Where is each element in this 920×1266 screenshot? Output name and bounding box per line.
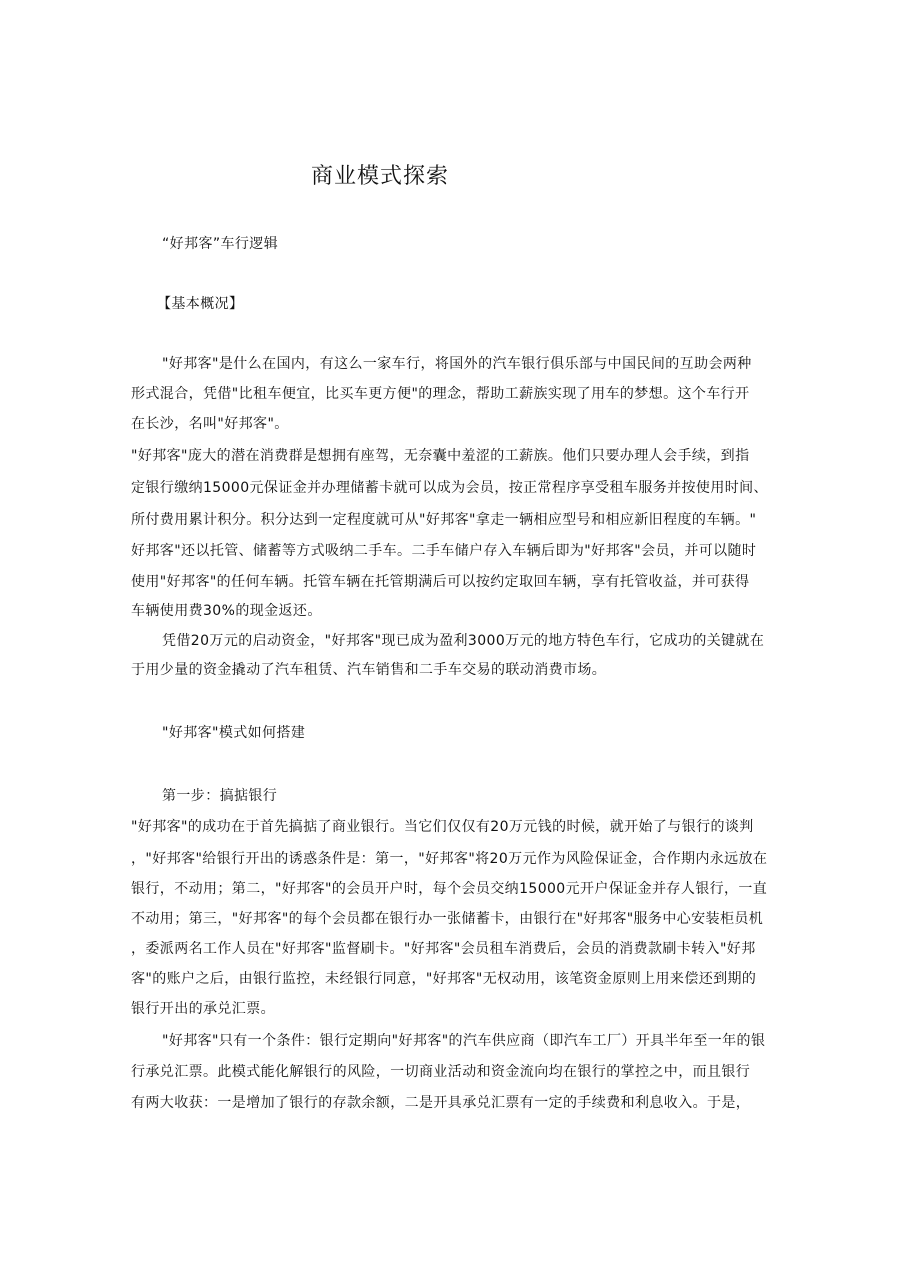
paragraph-line: 行承兑汇票。此模式能化解银行的风险，一切商业活动和资金流向均在银行的掌控之中，而且银行 bbox=[131, 1064, 751, 1080]
subtitle: “好邦客”车行逻辑 bbox=[162, 236, 279, 252]
page-title: 商业模式探索 bbox=[310, 164, 449, 189]
paragraph-line: 于用少量的资金撬动了汽车租赁、汽车销售和二手车交易的联动消费市场。 bbox=[131, 662, 607, 678]
paragraph-line: 凭借20万元的启动资金，"好邦客"现已成为盈利3000万元的地方特色车行，它成功的关键就在 bbox=[162, 633, 765, 649]
paragraph-line: 定银行缴纳15000元保证金并办理储蓄卡就可以成为会员，按正常程序享受租车服务并按使用时间、 bbox=[131, 480, 768, 496]
paragraph-line: ，"好邦客"给银行开出的诱惑条件是：第一，"好邦客"将20万元作为风险保证金，合作期内永远放在 bbox=[131, 851, 768, 867]
paragraph-line: 所付费用累计积分。积分达到一定程度就可从"好邦客"拿走一辆相应型号和相应新旧程度的车辆。" bbox=[131, 512, 757, 528]
paragraph-line: 客"的账户之后，由银行监控，未经银行同意，"好邦客"无权动用，该笔资金原则上用来偿还到期的 bbox=[131, 971, 757, 987]
paragraph-line: "好邦客"庞大的潜在消费群是想拥有座驾，无奈囊中羞涩的工薪族。他们只要办理人会手续，到指 bbox=[131, 448, 750, 464]
paragraph-line: 银行，不动用；第二，"好邦客"的会员开户时，每个会员交纳15000元开户保证金并存人银行，一直 bbox=[131, 881, 768, 897]
paragraph-line: 有两大收获：一是增加了银行的存款余额，二是开具承兑汇票有一定的手续费和利息收入。于是， bbox=[131, 1095, 751, 1111]
section-heading-basic: 【基本概况】 bbox=[157, 296, 244, 312]
paragraph-line: 车辆使用费30%的现金返还。 bbox=[131, 603, 322, 619]
paragraph-line: "好邦客"是什么在国内，有这么一家车行，将国外的汽车银行俱乐部与中国民间的互助会两种 bbox=[162, 356, 752, 372]
paragraph-line: 使用"好邦客"的任何车辆。托管车辆在托管期满后可以按约定取回车辆，享有托管收益，并可获得 bbox=[131, 574, 750, 590]
step-heading: 第一步：搞掂银行 bbox=[162, 788, 278, 804]
paragraph-line: 好邦客"还以托管、储蓄等方式吸纳二手车。二手车储户存入车辆后即为"好邦客"会员，并可以随时 bbox=[131, 543, 757, 559]
paragraph-line: "好邦客"只有一个条件：银行定期向"好邦客"的汽车供应商（即汽车工厂）开具半年至一年的银 bbox=[162, 1033, 766, 1049]
paragraph-line: ，委派两名工作人员在"好邦客"监督刷卡。"好邦客"会员租车消费后，会员的消费款刷卡转入"好邦 bbox=[131, 941, 756, 957]
paragraph-line: "好邦客"的成功在于首先搞掂了商业银行。当它们仅仅有20万元钱的时候，就开始了与银行的谈判 bbox=[131, 819, 754, 835]
paragraph-line: 形式混合，凭借"比租车便宜，比买车更方便"的理念，帮助工薪族实现了用车的梦想。这个车行开 bbox=[131, 386, 750, 402]
paragraph-line: 银行开出的承兑汇票。 bbox=[131, 1001, 275, 1017]
paragraph-line: 在长沙，名叫"好邦客"。 bbox=[131, 416, 289, 432]
paragraph-line: 不动用；第三，"好邦客"的每个会员都在银行办一张储蓄卡，由银行在"好邦客"服务中心安装柜员机 bbox=[131, 911, 764, 927]
section-heading-build: "好邦客"模式如何搭建 bbox=[162, 725, 306, 741]
